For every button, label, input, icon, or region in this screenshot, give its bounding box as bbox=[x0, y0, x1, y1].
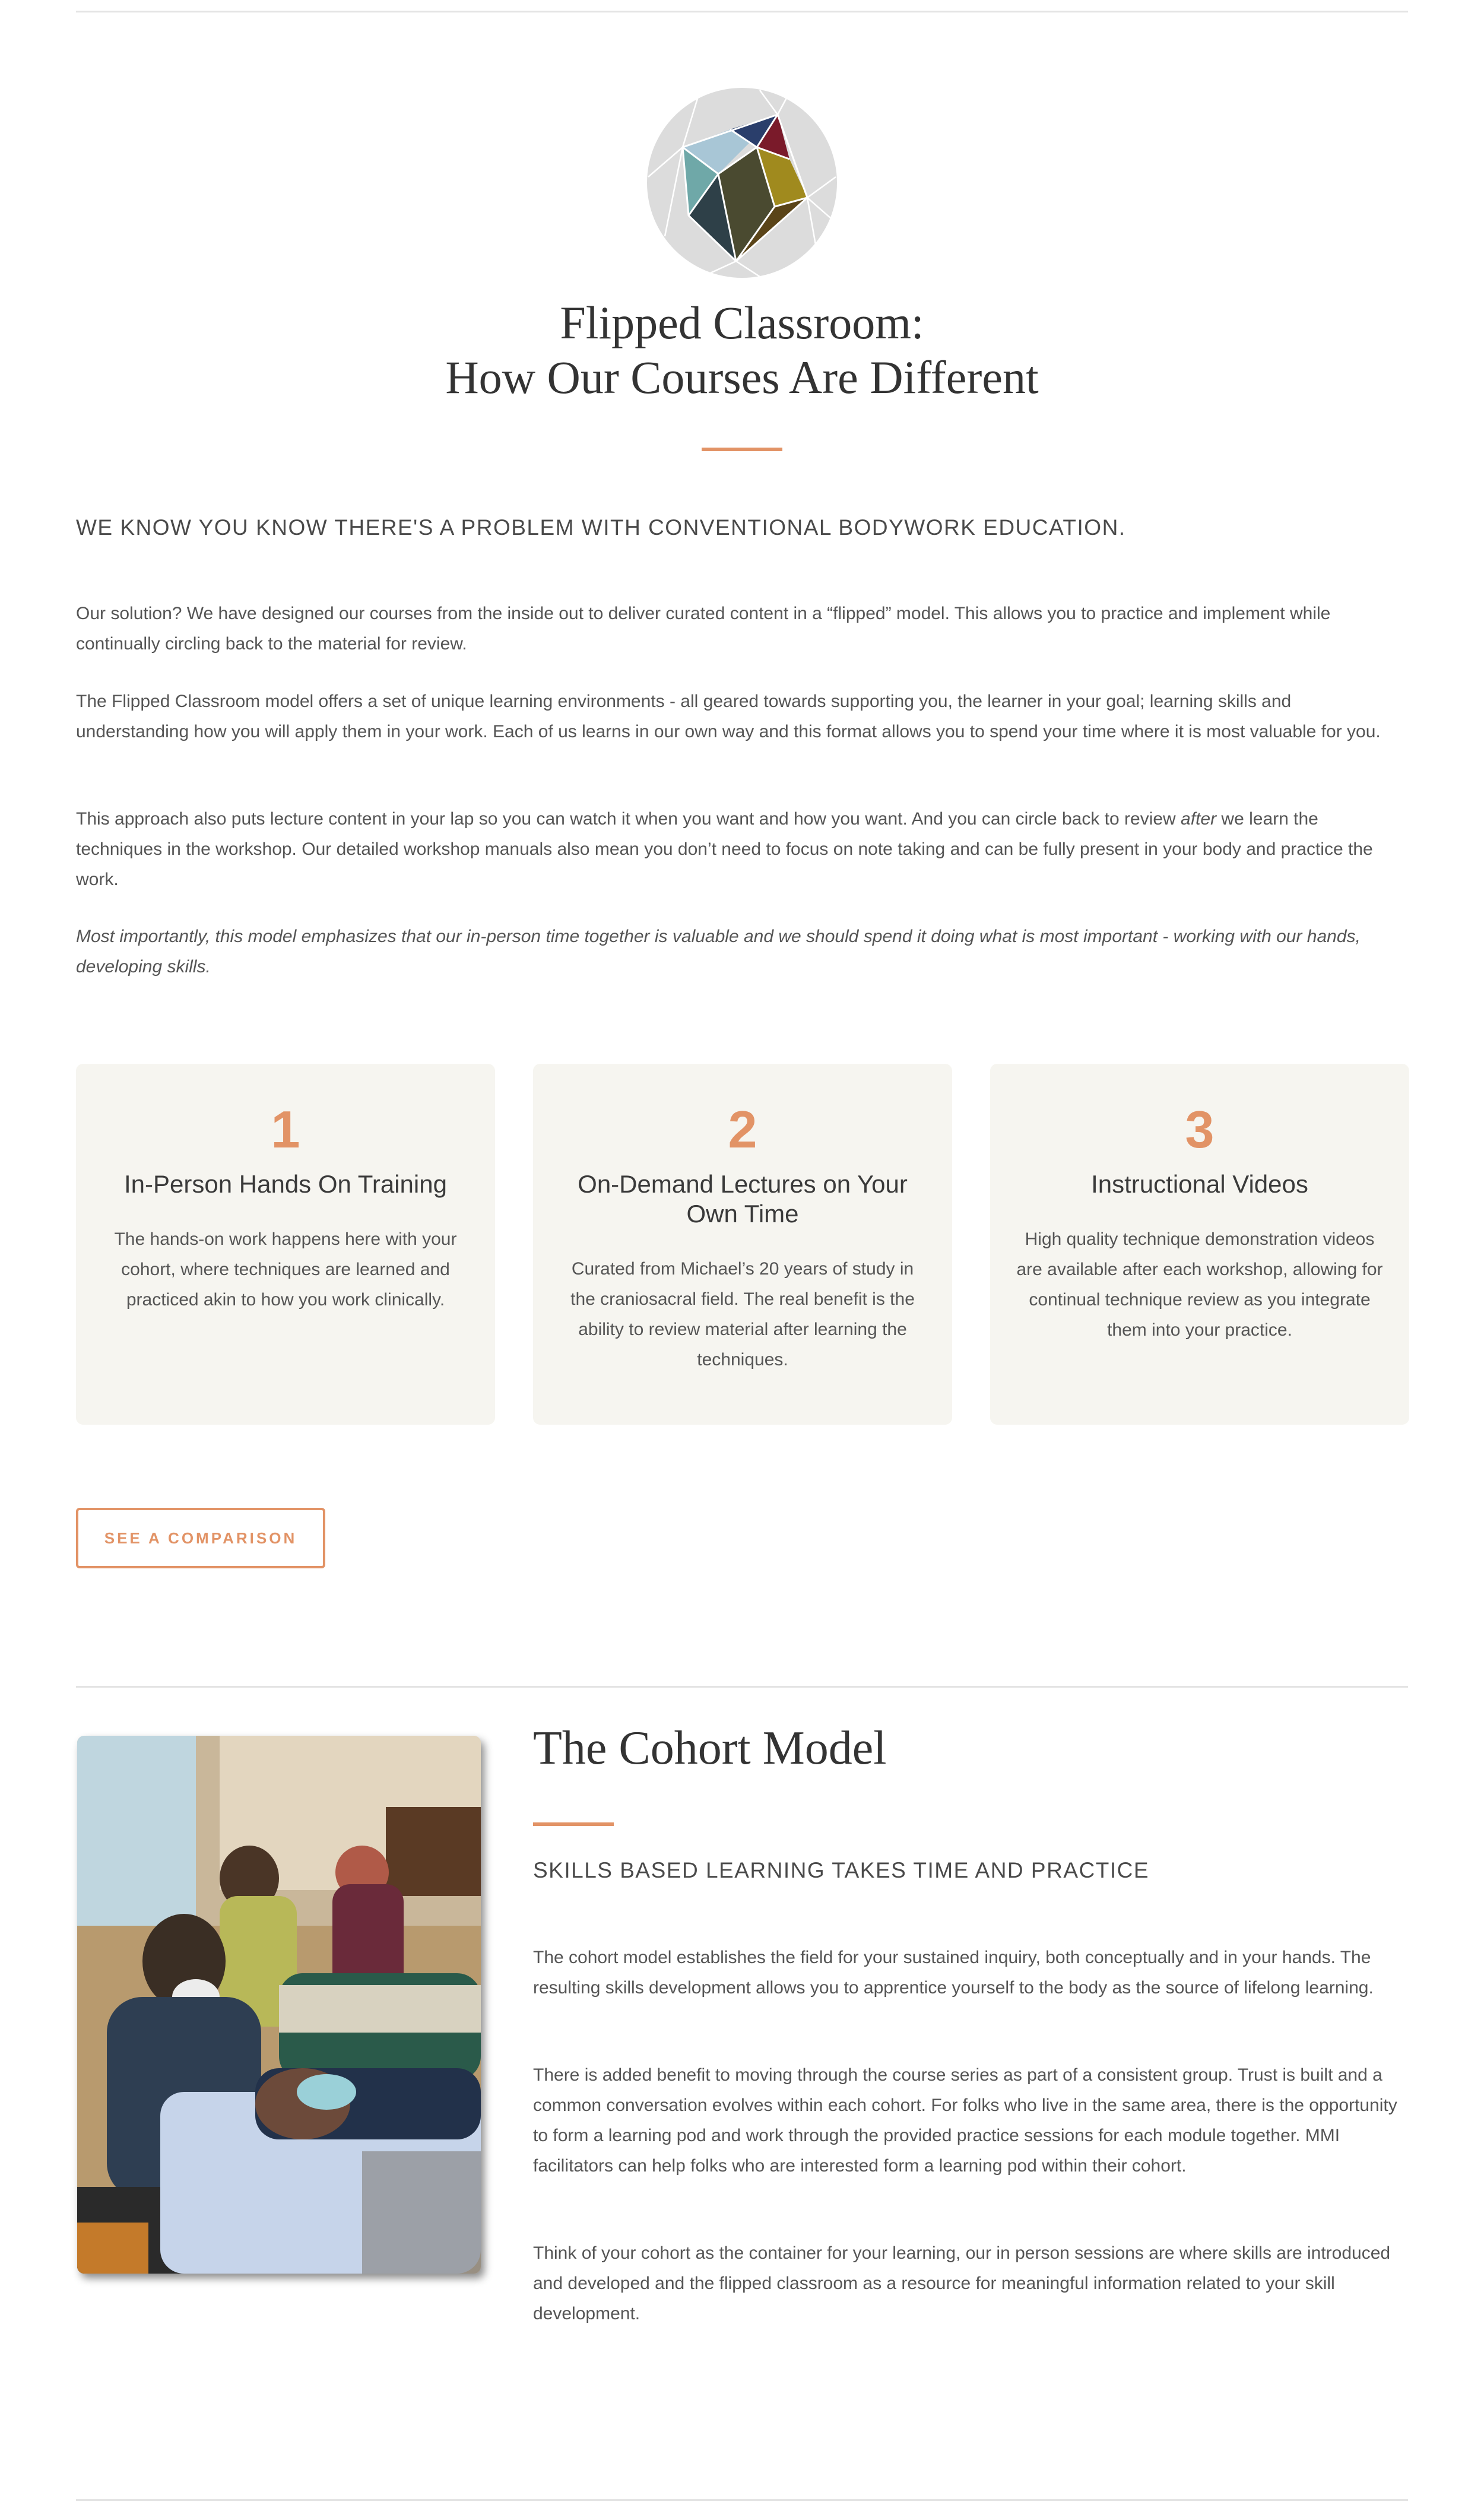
feature-card-2 bbox=[533, 1064, 952, 1425]
card-title: Instructional Videos bbox=[1091, 1170, 1308, 1198]
bottom-divider bbox=[76, 2499, 1408, 2501]
geometric-logo-icon bbox=[647, 88, 837, 278]
intro-paragraph-2: The Flipped Classroom model offers a set of unique learning environments - all geared towards supporting you, the learner in your goal; learning skills and understanding how you will apply them in your work. Each of us learns in our own way and this format allows you to spend your time where it is most valuable for you. bbox=[76, 692, 1381, 741]
p3-text-before: This approach also puts lecture content in your lap so you can watch it when you want and how you want. And you can circle back to review bbox=[76, 809, 1181, 829]
section-divider bbox=[76, 1686, 1408, 1688]
p3-text-after: we learn the techniques in the workshop. Our detailed workshop manuals also mean you don’t need to focus on note taking and can be fully present in your body and practice the work. bbox=[76, 809, 1373, 889]
cohort-training-photo bbox=[77, 1736, 481, 2274]
feature-card-3 bbox=[990, 1064, 1409, 1425]
card-number: 3 bbox=[1185, 1100, 1215, 1159]
card-body: The hands-on work happens here with your cohort, where techniques are learned and practiced akin to how you work clinically. bbox=[114, 1229, 457, 1310]
card-title: In-Person Hands On Training bbox=[124, 1170, 447, 1198]
card-body: Curated from Michael’s 20 years of study in the craniosacral field. The real benefit is the ability to review material after learning the techniques. bbox=[570, 1259, 915, 1369]
card-body: High quality technique demonstration videos are available after each workshop, allowing for continual technique review as you integrate them into your practice. bbox=[1016, 1229, 1383, 1340]
p3-emphasis: after bbox=[1181, 809, 1217, 829]
intro-paragraph-1: Our solution? We have designed our courses from the inside out to deliver curated content in a “flipped” model. This allows you to practice and implement while continually circling back to the material for review. bbox=[76, 604, 1331, 654]
section-title bbox=[0, 296, 1484, 405]
cohort-paragraph-2: There is added benefit to moving through the course series as part of a consistent group. Trust is built and a common conversation evolves within each cohort. For folks who live in the same area, there is the opportunity to form a learning pod and work through the provided practice sessions for each module together. MMI facilitators can help folks who are interested form a learning pod within their cohort. bbox=[533, 2065, 1397, 2176]
title-line-1: Flipped Classroom: bbox=[560, 297, 924, 348]
cohort-subheading: SKILLS BASED LEARNING TAKES TIME AND PRACTICE bbox=[533, 1858, 1150, 1882]
cohort-title: The Cohort Model bbox=[533, 1722, 887, 1774]
cohort-accent-line bbox=[533, 1822, 614, 1826]
card-title: On-Demand Lectures on Your Own Time bbox=[578, 1170, 908, 1228]
intro-paragraph-3 bbox=[76, 804, 1408, 895]
section-subheading: WE KNOW YOU KNOW THERE'S A PROBLEM WITH CONVENTIONAL BODYWORK EDUCATION. bbox=[76, 515, 1126, 540]
see-comparison-button[interactable]: SEE A COMPARISON bbox=[76, 1508, 325, 1568]
feature-card-1 bbox=[76, 1064, 495, 1425]
title-line-2: How Our Courses Are Different bbox=[445, 351, 1039, 403]
cohort-paragraph-3: Think of your cohort as the container for your learning, our in person sessions are where skills are introduced and developed and the flipped classroom as a resource for meaningful information related to your skill development. bbox=[533, 2243, 1391, 2323]
card-number: 1 bbox=[271, 1100, 300, 1159]
p4-italic: Most importantly, this model emphasizes that our in-person time together is valuable and we should spend it doing what is most important - working with our hands, developing skills. bbox=[76, 927, 1361, 977]
cohort-paragraph-1: The cohort model establishes the field for your sustained inquiry, both conceptually and in your hands. The resulting skills development allows you to apprentice yourself to the body as the source of lifelong learning. bbox=[533, 1948, 1374, 1998]
card-number: 2 bbox=[728, 1100, 757, 1159]
top-divider bbox=[76, 11, 1408, 12]
intro-paragraph-4 bbox=[76, 921, 1408, 982]
title-accent-line bbox=[702, 448, 782, 451]
